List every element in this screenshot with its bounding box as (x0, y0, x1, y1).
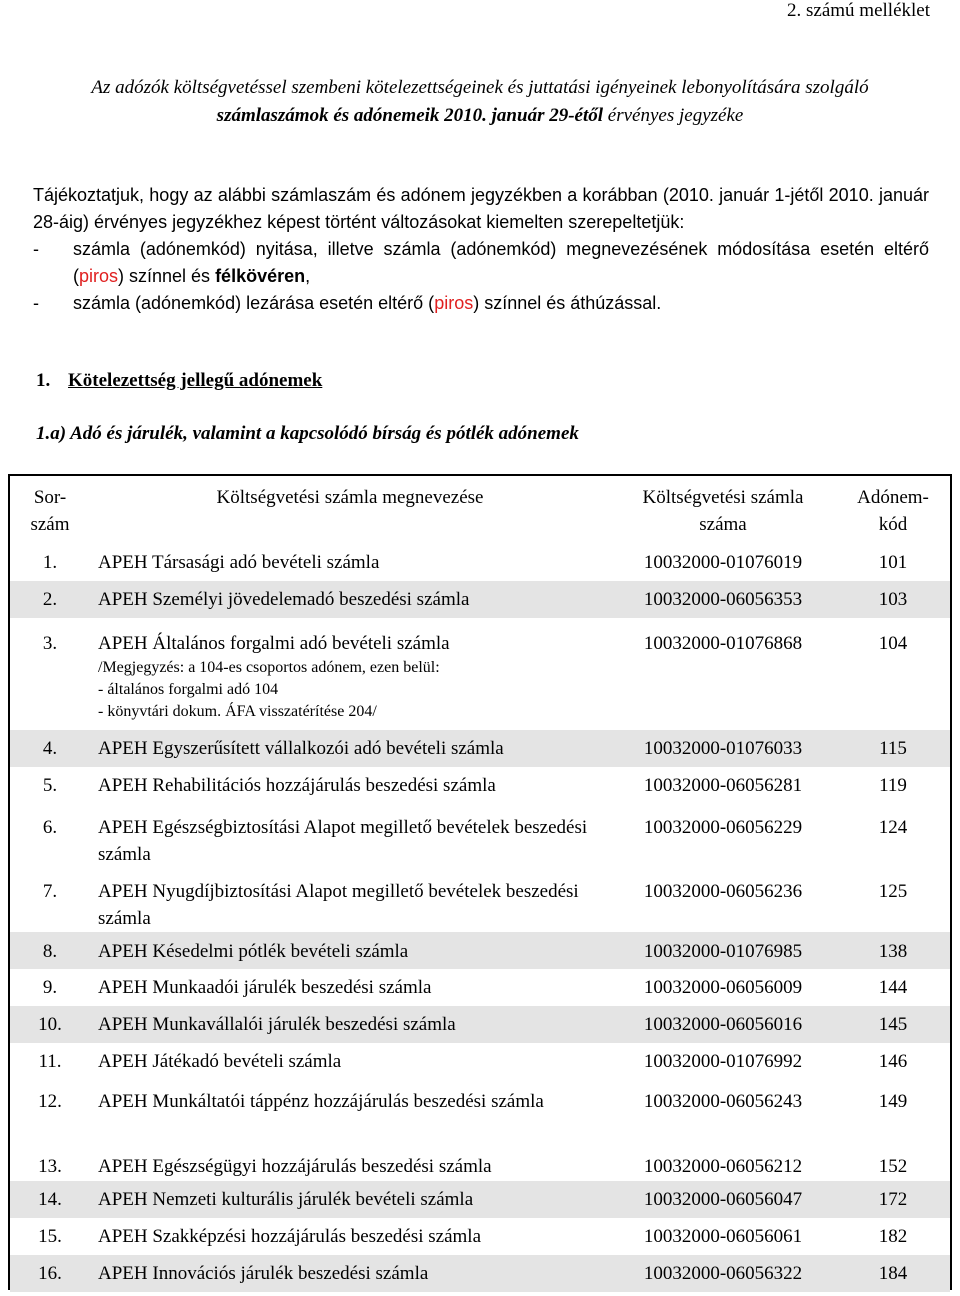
row-tax-code: 124 (878, 817, 908, 838)
bold-word: félkövéren (215, 266, 306, 286)
table-row (10, 1218, 950, 1255)
table-row (10, 868, 950, 932)
document-title (40, 74, 920, 130)
row-account-number: 10032000-01076985 (643, 941, 803, 962)
title-part-1: Az adózók költségvetéssel szembeni kötelezettségeinek és juttatási igényeinek lebonyolítására szolgáló (91, 77, 869, 98)
row-account-name (90, 974, 610, 1006)
table-row (10, 1080, 950, 1144)
row-tax-code: 103 (878, 589, 908, 610)
bullet-dash: - (33, 239, 39, 259)
account-name-text: APEH Egészségbiztosítási Alapot megillető bevételek beszedési számla (98, 817, 588, 865)
row-account-name (90, 1223, 610, 1255)
red-word: piros (434, 293, 474, 313)
row-account-name (90, 630, 610, 730)
row-number: 8. (42, 941, 58, 962)
account-name-text: APEH Szakképzési hozzájárulás beszedési számla (98, 1226, 482, 1247)
row-tax-code: 119 (879, 775, 907, 796)
bullet-text-part: számla (adónemkód) lezárása esetén eltérő ( (73, 293, 435, 313)
row-tax-code: 182 (878, 1226, 908, 1247)
header-text: száma (699, 514, 747, 535)
intro-paragraph: Tájékoztatjuk, hogy az alábbi számlaszám és adónem jegyzékben a korábban (2010. január 1-jétől 2010. január 28-áig) érvényes jegyzékhez képest történt változásokat kiemelten szerepeltetjük: (33, 185, 929, 232)
section-number: 1. (36, 370, 51, 391)
row-account-name (90, 1048, 610, 1080)
row-note: - általános forgalmi adó 104 (98, 681, 279, 698)
table-row (10, 1043, 950, 1080)
row-account-name (90, 878, 610, 932)
row-tax-code: 104 (878, 633, 908, 654)
row-account-name (90, 814, 610, 868)
row-account-name (90, 1088, 610, 1144)
row-account-number: 10032000-06056016 (643, 1014, 803, 1035)
row-tax-code: 125 (878, 881, 908, 902)
table-header (10, 476, 950, 544)
row-tax-code: 101 (878, 552, 908, 573)
row-account-number: 10032000-06056236 (643, 881, 803, 902)
row-account-name (90, 549, 610, 581)
row-number: 11. (38, 1051, 62, 1072)
row-number: 9. (42, 977, 58, 998)
header-account (610, 484, 836, 544)
row-number: 10. (38, 1014, 62, 1035)
row-tax-code: 184 (878, 1263, 908, 1284)
row-account-number: 10032000-06056009 (643, 977, 803, 998)
row-account-number: 10032000-01076992 (643, 1051, 803, 1072)
row-account-name (90, 1011, 610, 1043)
table-row (10, 1006, 950, 1043)
section-heading (36, 370, 322, 392)
row-tax-code: 144 (878, 977, 908, 998)
accounts-table (8, 474, 952, 1290)
account-name-text: APEH Rehabilitációs hozzájárulás beszedési számla (98, 775, 496, 796)
table-row (10, 804, 950, 868)
row-number: 5. (42, 775, 58, 796)
row-note: /Megjegyzés: a 104-es csoportos adónem, ezen belül: (98, 659, 440, 676)
row-account-number: 10032000-06056047 (643, 1189, 803, 1210)
row-account-name (90, 1153, 610, 1181)
account-name-text: APEH Munkavállalói járulék beszedési számla (98, 1014, 456, 1035)
bullet-text-part: számla (adónemkód) nyitása, illetve számla (adónemkód) megnevezésének módosítása esetén eltérő ( (73, 239, 929, 286)
row-tax-code: 152 (878, 1156, 908, 1177)
header-text: Költségvetési számla (642, 487, 804, 508)
row-account-number: 10032000-01076019 (643, 552, 803, 573)
row-number: 13. (38, 1156, 62, 1177)
account-name-text: APEH Személyi jövedelemadó beszedési számla (98, 589, 470, 610)
table-row (10, 1255, 950, 1292)
row-number: 14. (38, 1189, 62, 1210)
table-row (10, 581, 950, 618)
header-text: kód (878, 514, 908, 535)
row-account-name (90, 586, 610, 618)
table-row (10, 969, 950, 1006)
account-name-text: APEH Játékadó bevételi számla (98, 1051, 342, 1072)
title-bold: számlaszámok és adónemeik 2010. január 29-étől (216, 105, 604, 126)
red-word: piros (79, 266, 119, 286)
row-number: 2. (42, 589, 58, 610)
row-number: 12. (38, 1091, 62, 1112)
bullet-text-part: ) színnel és áthúzással. (473, 293, 662, 313)
row-number: 4. (42, 738, 58, 759)
table-row (10, 1181, 950, 1218)
account-name-text: APEH Egészségügyi hozzájárulás beszedési számla (98, 1156, 492, 1177)
subsection-heading: 1.a) Adó és járulék, valamint a kapcsolódó bírság és pótlék adónemek (36, 423, 579, 444)
row-number: 16. (38, 1263, 62, 1284)
header-text: Adónem- (857, 487, 929, 508)
row-number: 1. (42, 552, 58, 573)
bullet-open (33, 236, 929, 290)
row-account-name (90, 772, 610, 804)
bullet-dash: - (33, 293, 39, 313)
bullet-text (73, 290, 929, 317)
row-number: 3. (42, 633, 58, 654)
table-row (10, 767, 950, 804)
bullet-text-part: ) színnel és (118, 266, 216, 286)
header-sorszam (10, 484, 90, 544)
row-tax-code: 138 (878, 941, 908, 962)
intro-text (33, 182, 929, 317)
row-account-name (90, 735, 610, 767)
row-account-number: 10032000-01076033 (643, 738, 803, 759)
account-name-text: APEH Általános forgalmi adó bevételi számla (98, 633, 450, 654)
row-tax-code: 149 (878, 1091, 908, 1112)
account-name-text: APEH Társasági adó bevételi számla (98, 552, 380, 573)
row-note: - könyvtári dokum. ÁFA visszatérítése 204/ (98, 703, 377, 720)
account-name-text: APEH Innovációs járulék beszedési számla (98, 1263, 429, 1284)
account-name-text: APEH Nemzeti kulturális járulék bevételi számla (98, 1189, 474, 1210)
header-name (90, 484, 610, 544)
account-name-text: APEH Munkáltatói táppénz hozzájárulás beszedési számla (98, 1091, 544, 1112)
row-tax-code: 146 (878, 1051, 908, 1072)
row-account-name (90, 1186, 610, 1218)
table-row (10, 932, 950, 969)
bullet-close (33, 290, 929, 317)
section-title: Kötelezettség jellegű adónemek (68, 370, 323, 391)
row-account-number: 10032000-06056061 (643, 1226, 803, 1247)
header-text: Költségvetési számla megnevezése (216, 487, 484, 508)
table-row (10, 544, 950, 581)
row-number: 6. (42, 817, 58, 838)
row-account-number: 10032000-06056322 (643, 1263, 803, 1284)
bullet-text (73, 236, 929, 290)
row-number: 7. (42, 881, 58, 902)
row-account-number: 10032000-01076868 (643, 633, 803, 654)
header-code (836, 484, 950, 544)
table-body (10, 544, 950, 1292)
title-part-2: érvényes jegyzéke (603, 105, 744, 126)
row-account-number: 10032000-06056281 (643, 775, 803, 796)
row-account-name (90, 938, 610, 969)
table-row (10, 730, 950, 767)
row-account-number: 10032000-06056353 (643, 589, 803, 610)
account-name-text: APEH Egyszerűsített vállalkozói adó bevételi számla (98, 738, 504, 759)
annex-label: 2. számú melléklet (787, 0, 930, 21)
account-name-text: APEH Késedelmi pótlék bevételi számla (98, 941, 409, 962)
header-text: Sor- (33, 487, 67, 508)
table-row (10, 618, 950, 730)
row-account-number: 10032000-06056212 (643, 1156, 803, 1177)
bullet-text-part: , (305, 266, 311, 286)
row-account-number: 10032000-06056243 (643, 1091, 803, 1112)
row-number: 15. (38, 1226, 62, 1247)
row-account-number: 10032000-06056229 (643, 817, 803, 838)
row-account-name (90, 1260, 610, 1292)
account-name-text: APEH Nyugdíjbiztosítási Alapot megillető bevételek beszedési számla (98, 881, 579, 929)
account-name-text: APEH Munkaadói járulék beszedési számla (98, 977, 432, 998)
row-tax-code: 115 (879, 738, 907, 759)
header-text: szám (30, 514, 70, 535)
table-row (10, 1144, 950, 1181)
row-tax-code: 145 (878, 1014, 908, 1035)
row-tax-code: 172 (878, 1189, 908, 1210)
